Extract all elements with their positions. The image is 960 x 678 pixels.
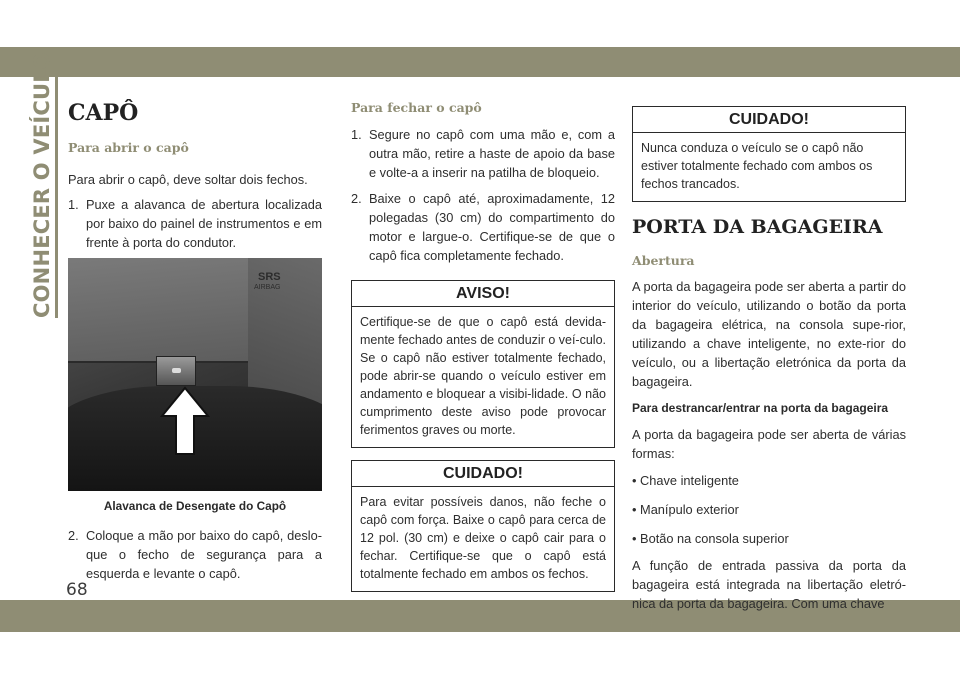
up-arrow-icon: [160, 386, 210, 456]
section-side-label: CONHECER O VEÍCULO: [32, 52, 58, 318]
unlock-intro: A porta da bagageira pode ser aberta de várias formas:: [632, 427, 906, 462]
opening-text: A porta da bagageira pode ser aberta a partir do interior do veículo, utilizando o botão da porta da bagageira elétrica, na consola supe-rior, utilizando a chave inteligente, no exte-rior do veículo, ou a libertação eletrónica da porta da bagageira.: [632, 279, 906, 390]
open-hood-intro: Para abrir o capô, deve soltar dois fechos.: [68, 171, 308, 187]
column-3: [632, 106, 906, 613]
airbag-label: AIRBAG: [254, 283, 281, 291]
step-text: Segure no capô com uma mão e, com a outra mão, retire a haste de apoio da base e volte-a a inserir na patilha de bloqueio.: [369, 127, 615, 181]
open-steps-list: [68, 195, 322, 252]
page-number: 68: [66, 580, 88, 600]
warning-box: [351, 280, 615, 448]
open-steps-list-2: [68, 526, 322, 583]
warning-text: Certifique-se de que o capô está devida-mente fechado antes de conduzir o veí-culo. Se o capô não estiver totalmente fechado, pode abrir-se quando o veículo estiver em andamento e bloquear a visibi-lidade. O não cumprimento deste aviso pode provocar ferimentos graves ou morte.: [360, 315, 606, 438]
opening-heading: Abertura: [632, 252, 695, 268]
srs-label: SRS: [258, 270, 281, 283]
list-item: [68, 526, 322, 583]
column-1: [68, 100, 322, 583]
unlock-methods-list: [632, 471, 906, 548]
liftgate-title: PORTA DA BAGAGEIRA: [632, 216, 883, 238]
caution-text-2: Nunca conduza o veículo se o capô não estiver totalmente fechado com ambos os fechos trancados.: [641, 141, 873, 191]
caution-box: [351, 460, 615, 592]
lever-handle: [172, 368, 181, 373]
open-hood-heading: Para abrir o capô: [68, 140, 189, 156]
list-item: • Manípulo exterior: [632, 502, 739, 518]
hood-release-photo: [68, 258, 322, 491]
figure-caption: Alavanca de Desengate do Capô: [103, 498, 287, 513]
close-steps-list: [351, 125, 615, 265]
step-text: Baixe o capô até, aproximadamente, 12 polegadas (30 cm) do compartimento do motor e largue-o. Certifique-se de que o capô fica completamente fechado.: [369, 191, 615, 264]
header-band: [0, 47, 960, 77]
list-item: • Chave inteligente: [632, 473, 739, 489]
caution-title-2: CUIDADO!: [633, 107, 905, 133]
warning-title: AVISO!: [352, 281, 614, 307]
list-item: [351, 125, 615, 182]
list-item: [351, 189, 615, 265]
caution-text: Para evitar possíveis danos, não feche o capô com força. Baixe o capô para cerca de 12 pol. (30 cm) e deixe o capô cair para o fechar. Certifique-se que o capô está totalmente fechado em ambos os fechos.: [360, 495, 606, 582]
step-number: 2.: [351, 191, 362, 207]
unlock-heading: Para destrancar/entrar na porta da bagageira: [632, 401, 889, 416]
step-number: 2.: [68, 527, 79, 543]
hood-title: CAPÔ: [68, 100, 139, 126]
column-2: [351, 100, 615, 592]
list-item: • Botão na consola superior: [632, 531, 789, 547]
step-number: 1.: [351, 127, 362, 143]
caution-box-2: [632, 106, 906, 202]
step-text: Puxe a alavanca de abertura localizada por baixo do painel de instrumentos e em frente à porta do condutor.: [86, 196, 322, 250]
step-number: 1.: [68, 196, 79, 212]
close-hood-heading: Para fechar o capô: [351, 100, 482, 115]
passive-entry-text: A função de entrada passiva da porta da bagageira está integrada na libertação eletró-nica da porta da bagageira. Com uma chave: [632, 558, 906, 612]
caution-title: CUIDADO!: [352, 461, 614, 487]
step-text: Coloque a mão por baixo do capô, deslo-que o fecho de segurança para a esquerda e levante o capô.: [86, 527, 322, 581]
list-item: [68, 195, 322, 252]
